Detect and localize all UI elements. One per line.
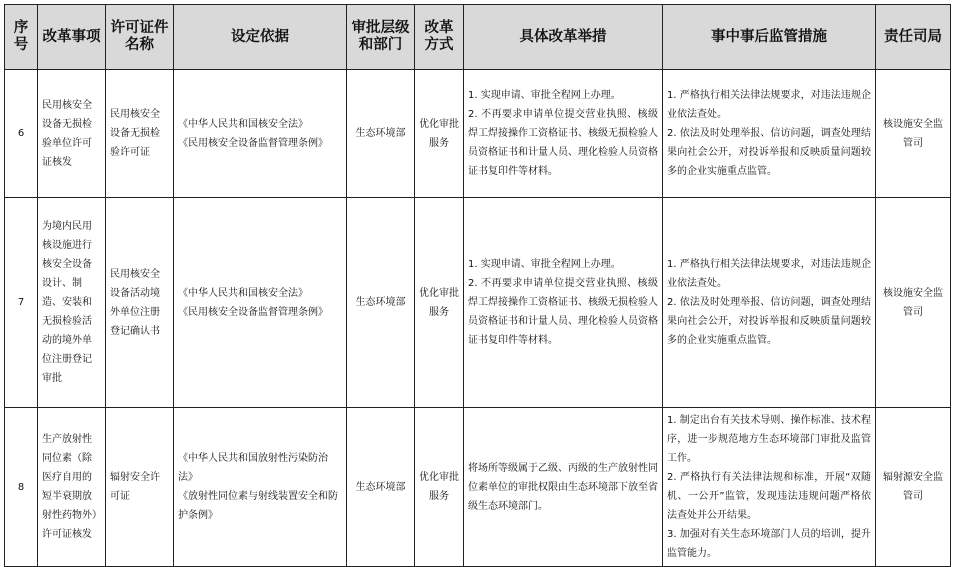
header-item: 改革事项 (38, 5, 106, 70)
cell-measures (464, 198, 663, 408)
basis-line: 《中华人民共和国核安全法》 (178, 287, 308, 299)
cell-item: 为境内民用核设施进行核安全设备设计、制造、安装和无损检验活动的境外单位注册登记审批 (38, 198, 106, 408)
measure-item: 2. 不再要求申请单位提交营业执照、核级焊工焊接操作工资格证书、核级无损检验人员资格证书和计量人员、理化检验人员资格证书复印件等材料。 (468, 109, 658, 177)
basis-line: 《中华人民共和国放射性污染防治法》 (178, 453, 328, 483)
table-row (5, 408, 951, 567)
basis-line: 《放射性同位素与射线装置安全和防护条例》 (178, 491, 338, 521)
cell-seq: 7 (5, 198, 38, 408)
supervision-item: 2. 依法及时处理举报、信访问题，调查处理结果向社会公开，对投诉举报和反映质量问题较多的企业实施重点监管。 (667, 297, 871, 346)
cell-license: 辐射安全许可证 (106, 408, 174, 567)
header-dept: 责任司局 (876, 5, 951, 70)
header-level: 审批层级和部门 (347, 5, 415, 70)
cell-dept: 辐射源安全监管司 (876, 408, 951, 567)
cell-item: 民用核安全设备无损检验单位许可证核发 (38, 70, 106, 198)
header-license: 许可证件名称 (106, 5, 174, 70)
header-supervision: 事中事后监管措施 (663, 5, 876, 70)
cell-method: 优化审批服务 (415, 408, 464, 567)
cell-method: 优化审批服务 (415, 70, 464, 198)
table-row (5, 198, 951, 408)
supervision-item: 1. 严格执行相关法律法规要求，对违法违规企业依法查处。 (667, 90, 871, 120)
measure-item: 2. 不再要求申请单位提交营业执照、核级焊工焊接操作工资格证书、核级无损检验人员资格证书和计量人员、理化检验人员资格证书复印件等材料。 (468, 278, 658, 346)
cell-level: 生态环境部 (347, 70, 415, 198)
table-row (5, 70, 951, 198)
cell-basis (174, 198, 347, 408)
supervision-item: 2. 依法及时处理举报、信访问题，调查处理结果向社会公开，对投诉举报和反映质量问题较多的企业实施重点监管。 (667, 128, 871, 177)
cell-measures (464, 70, 663, 198)
cell-license: 民用核安全设备无损检验许可证 (106, 70, 174, 198)
header-measures: 具体改革举措 (464, 5, 663, 70)
cell-license: 民用核安全设备活动境外单位注册登记确认书 (106, 198, 174, 408)
cell-item: 生产放射性同位素（除医疗自用的短半衰期放射性药物外）许可证核发 (38, 408, 106, 567)
header-method: 改革方式 (415, 5, 464, 70)
header-seq: 序号 (5, 5, 38, 70)
cell-level: 生态环境部 (347, 408, 415, 567)
header-row (5, 5, 951, 70)
basis-line: 《民用核安全设备监督管理条例》 (178, 137, 328, 149)
cell-method: 优化审批服务 (415, 198, 464, 408)
header-basis: 设定依据 (174, 5, 347, 70)
cell-level: 生态环境部 (347, 198, 415, 408)
cell-seq: 8 (5, 408, 38, 567)
cell-basis (174, 408, 347, 567)
cell-dept: 核设施安全监管司 (876, 198, 951, 408)
cell-supervision (663, 408, 876, 567)
supervision-item: 1. 制定出台有关技术导则、操作标准、技术程序，进一步规范地方生态环境部门审批及监管工作。 (667, 415, 871, 464)
cell-supervision (663, 198, 876, 408)
basis-line: 《中华人民共和国核安全法》 (178, 118, 308, 130)
measure-item: 1. 实现申请、审批全程网上办理。 (468, 90, 621, 101)
measure-item: 将场所等级属于乙级、丙级的生产放射性同位素单位的审批权限由生态环境部下放至省级生态环境部门。 (468, 462, 658, 512)
cell-supervision (663, 70, 876, 198)
cell-measures (464, 408, 663, 567)
cell-seq: 6 (5, 70, 38, 198)
supervision-item: 2. 严格执行有关法律法规和标准，开展“双随机、一公开”监管，发现违法违规问题严格依法查处并公开结果。 (667, 472, 871, 521)
basis-line: 《民用核安全设备监督管理条例》 (178, 306, 328, 318)
cell-dept: 核设施安全监管司 (876, 70, 951, 198)
reform-table (4, 4, 951, 567)
cell-basis (174, 70, 347, 198)
supervision-item: 1. 严格执行相关法律法规要求，对违法违规企业依法查处。 (667, 259, 871, 289)
supervision-item: 3. 加强对有关生态环境部门人员的培训，提升监管能力。 (667, 529, 871, 559)
measure-item: 1. 实现申请、审批全程网上办理。 (468, 259, 621, 270)
